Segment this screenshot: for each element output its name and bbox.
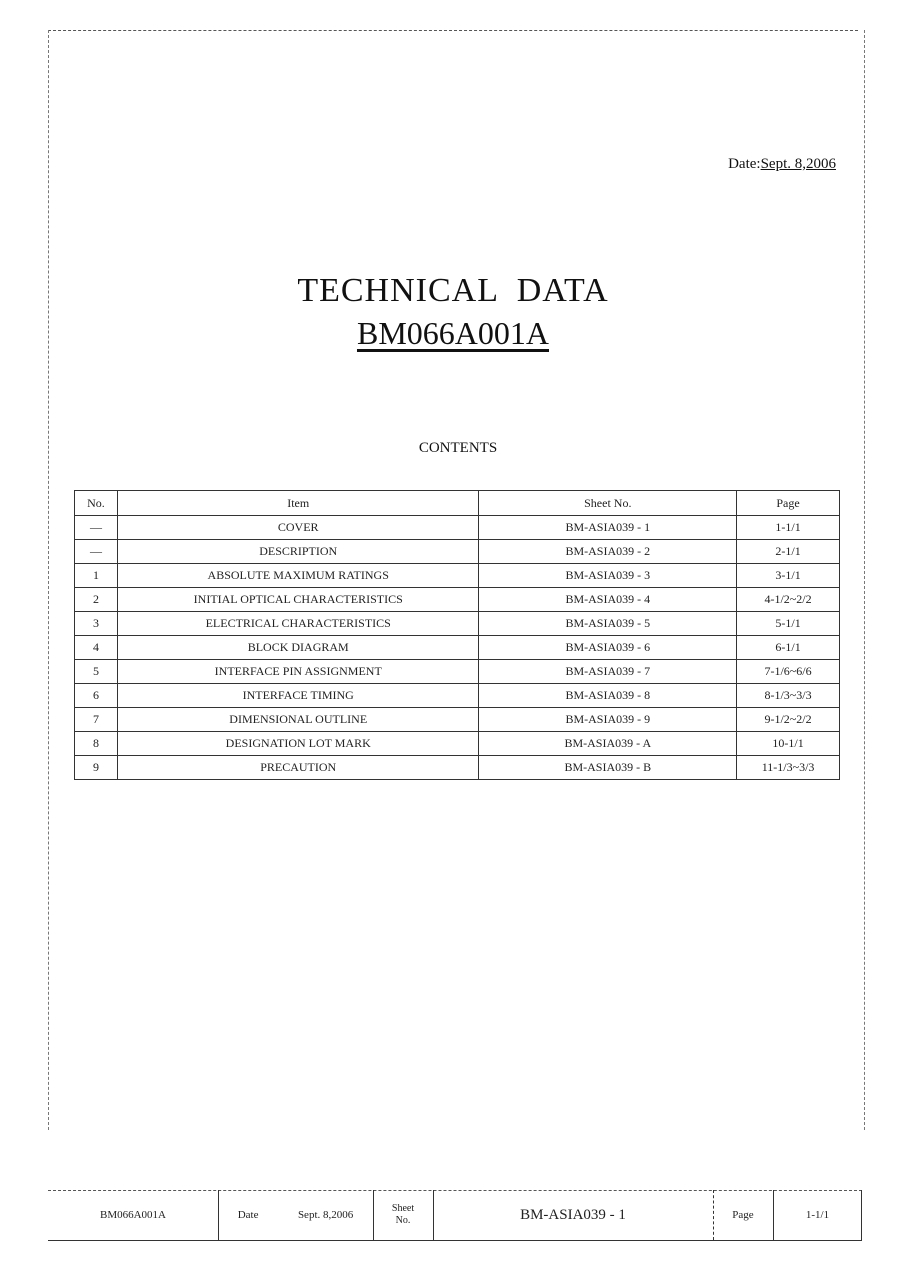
table-row <box>75 612 840 636</box>
cell-sheet-no: BM-ASIA039 - 2 <box>479 540 737 564</box>
date-label: Date: <box>728 156 761 172</box>
model-number-text: BM066A001A <box>356 315 549 351</box>
cell-no: 9 <box>75 756 118 780</box>
cell-no: 8 <box>75 732 118 756</box>
cell-item: DESIGNATION LOT MARK <box>117 732 479 756</box>
cell-no: — <box>75 516 118 540</box>
footer-model-cell <box>48 1190 218 1240</box>
table-row <box>75 516 840 540</box>
column-header-sheet-no: Sheet No. <box>479 491 737 516</box>
footer-date-value: Sept. 8,2006 <box>297 1209 354 1221</box>
cell-item: INTERFACE TIMING <box>117 684 479 708</box>
cell-item: COVER <box>117 516 479 540</box>
footer-page-value: 1-1/1 <box>805 1209 830 1221</box>
table-row <box>75 564 840 588</box>
footer-date-label: Date <box>237 1209 259 1221</box>
document-date <box>728 156 836 173</box>
cell-page: 3-1/1 <box>737 564 840 588</box>
cell-no: 2 <box>75 588 118 612</box>
cell-no: 5 <box>75 660 118 684</box>
footer-sheet-label-cell <box>373 1190 433 1240</box>
title-block-footer <box>48 1190 862 1240</box>
table-row <box>75 756 840 780</box>
cell-no: — <box>75 540 118 564</box>
table-row <box>75 732 840 756</box>
contents-heading: CONTENTS <box>418 440 498 456</box>
footer-sheet-label-no: No. <box>395 1215 411 1226</box>
footer-sheet-value-cell <box>433 1190 713 1240</box>
frame-left-border <box>48 30 49 1130</box>
footer-sheet-label: Sheet <box>391 1203 415 1214</box>
date-value: Sept. 8,2006 <box>760 156 836 172</box>
footer-model: BM066A001A <box>99 1209 166 1221</box>
cell-page: 11-1/3~3/3 <box>737 756 840 780</box>
cell-item: INTERFACE PIN ASSIGNMENT <box>117 660 479 684</box>
cell-item: DIMENSIONAL OUTLINE <box>117 708 479 732</box>
frame-right-border <box>864 30 865 1130</box>
column-header-no: No. <box>75 491 118 516</box>
table-row <box>75 540 840 564</box>
table-row <box>75 684 840 708</box>
cell-sheet-no: BM-ASIA039 - 7 <box>479 660 737 684</box>
cell-page: 7-1/6~6/6 <box>737 660 840 684</box>
cell-page: 4-1/2~2/2 <box>737 588 840 612</box>
cell-no: 1 <box>75 564 118 588</box>
frame-top-border <box>48 30 858 31</box>
table-row <box>75 636 840 660</box>
cell-sheet-no: BM-ASIA039 - 4 <box>479 588 737 612</box>
cell-sheet-no: BM-ASIA039 - 9 <box>479 708 737 732</box>
cell-item: ABSOLUTE MAXIMUM RATINGS <box>117 564 479 588</box>
document-title: TECHNICAL DATA <box>297 272 609 309</box>
cell-item: BLOCK DIAGRAM <box>117 636 479 660</box>
table-header-row <box>75 491 840 516</box>
cell-sheet-no: BM-ASIA039 - B <box>479 756 737 780</box>
table-row <box>75 588 840 612</box>
table-row <box>75 708 840 732</box>
cell-item: INITIAL OPTICAL CHARACTERISTICS <box>117 588 479 612</box>
cell-sheet-no: BM-ASIA039 - 5 <box>479 612 737 636</box>
cell-sheet-no: BM-ASIA039 - A <box>479 732 737 756</box>
footer-sheet-value: BM-ASIA039 - 1 <box>520 1206 626 1223</box>
cell-page: 5-1/1 <box>737 612 840 636</box>
cell-page: 9-1/2~2/2 <box>737 708 840 732</box>
contents-table <box>74 490 840 780</box>
column-header-page: Page <box>737 491 840 516</box>
cell-page: 8-1/3~3/3 <box>737 684 840 708</box>
cell-page: 10-1/1 <box>737 732 840 756</box>
footer-bottom-line <box>48 1240 862 1241</box>
footer-page-label: Page <box>732 1209 754 1221</box>
footer-divider <box>861 1190 862 1240</box>
footer-date-cell <box>218 1190 373 1240</box>
cell-page: 6-1/1 <box>737 636 840 660</box>
cell-item: PRECAUTION <box>117 756 479 780</box>
footer-page-label-cell <box>713 1190 773 1240</box>
cell-item: DESCRIPTION <box>117 540 479 564</box>
cell-no: 4 <box>75 636 118 660</box>
cell-no: 3 <box>75 612 118 636</box>
cell-sheet-no: BM-ASIA039 - 8 <box>479 684 737 708</box>
cell-no: 6 <box>75 684 118 708</box>
cell-sheet-no: BM-ASIA039 - 3 <box>479 564 737 588</box>
column-header-item: Item <box>117 491 479 516</box>
cell-item: ELECTRICAL CHARACTERISTICS <box>117 612 479 636</box>
model-number <box>0 315 906 352</box>
cell-no: 7 <box>75 708 118 732</box>
cell-page: 2-1/1 <box>737 540 840 564</box>
cell-sheet-no: BM-ASIA039 - 1 <box>479 516 737 540</box>
cell-sheet-no: BM-ASIA039 - 6 <box>479 636 737 660</box>
table-row <box>75 660 840 684</box>
footer-page-value-cell <box>773 1190 862 1240</box>
cell-page: 1-1/1 <box>737 516 840 540</box>
